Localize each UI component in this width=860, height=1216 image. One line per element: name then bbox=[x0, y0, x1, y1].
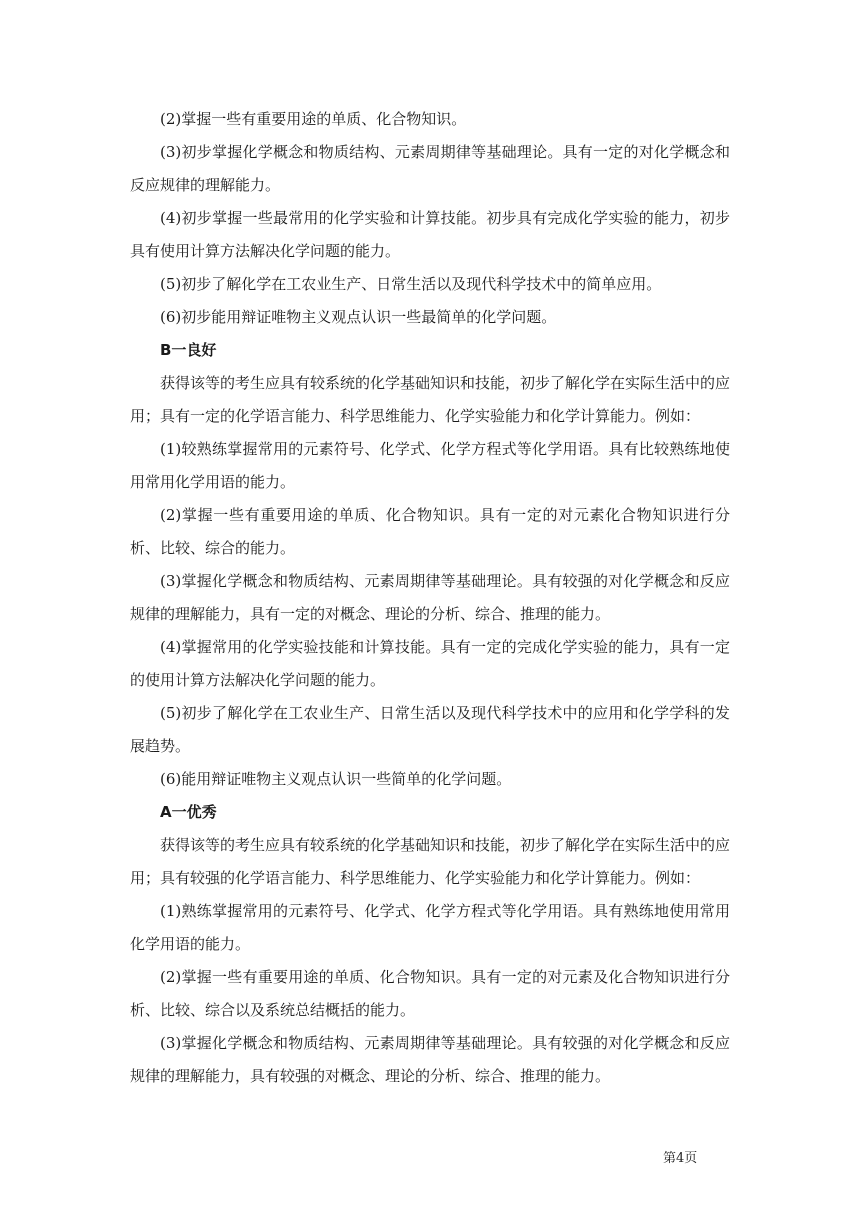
paragraph: (1)熟练掌握常用的元素符号、化学式、化学方程式等化学用语。具有熟练地使用常用化学用语的能力。 bbox=[130, 902, 730, 953]
paragraph: (2)掌握一些有重要用途的单质、化合物知识。 bbox=[160, 110, 467, 128]
paragraph: (4)初步掌握一些最常用的化学实验和计算技能。初步具有完成化学实验的能力，初步具有使用计算方法解决化学问题的能力。 bbox=[130, 209, 730, 260]
paragraph: (5)初步了解化学在工农业生产、日常生活以及现代科学技术中的应用和化学学科的发展趋势。 bbox=[130, 704, 730, 755]
paragraph: (3)初步掌握化学概念和物质结构、元素周期律等基础理论。具有一定的对化学概念和反应规律的理解能力。 bbox=[130, 143, 730, 194]
paragraph: (3)掌握化学概念和物质结构、元素周期律等基础理论。具有较强的对化学概念和反应规律的理解能力，具有一定的对概念、理论的分析、综合、推理的能力。 bbox=[130, 572, 730, 623]
page-number: 第4页 bbox=[663, 1151, 698, 1166]
paragraph: (5)初步了解化学在工农业生产、日常生活以及现代科学技术中的简单应用。 bbox=[160, 275, 662, 293]
paragraph: (2)掌握一些有重要用途的单质、化合物知识。具有一定的对元素及化合物知识进行分析、比较、综合以及系统总结概括的能力。 bbox=[130, 968, 730, 1019]
paragraph: (3)掌握化学概念和物质结构、元素周期律等基础理论。具有较强的对化学概念和反应规律的理解能力，具有较强的对概念、理论的分析、综合、推理的能力。 bbox=[130, 1034, 730, 1085]
section-heading: B一良好 bbox=[160, 341, 217, 359]
document-body bbox=[130, 103, 730, 1093]
paragraph: (6)能用辩证唯物主义观点认识一些简单的化学问题。 bbox=[160, 770, 512, 788]
section-heading: A一优秀 bbox=[160, 803, 217, 821]
paragraph: (2)掌握一些有重要用途的单质、化合物知识。具有一定的对元素化合物知识进行分析、比较、综合的能力。 bbox=[130, 506, 730, 557]
paragraph: 获得该等的考生应具有较系统的化学基础知识和技能，初步了解化学在实际生活中的应用；具有一定的化学语言能力、科学思维能力、化学实验能力和化学计算能力。例如： bbox=[130, 374, 731, 425]
paragraph: 获得该等的考生应具有较系统的化学基础知识和技能，初步了解化学在实际生活中的应用；具有较强的化学语言能力、科学思维能力、化学实验能力和化学计算能力。例如： bbox=[130, 836, 731, 887]
paragraph: (1)较熟练掌握常用的元素符号、化学式、化学方程式等化学用语。具有比较熟练地使用常用化学用语的能力。 bbox=[130, 440, 730, 491]
paragraph: (4)掌握常用的化学实验技能和计算技能。具有一定的完成化学实验的能力，具有一定的使用计算方法解决化学问题的能力。 bbox=[130, 638, 730, 689]
paragraph: (6)初步能用辩证唯物主义观点认识一些最简单的化学问题。 bbox=[160, 308, 557, 326]
